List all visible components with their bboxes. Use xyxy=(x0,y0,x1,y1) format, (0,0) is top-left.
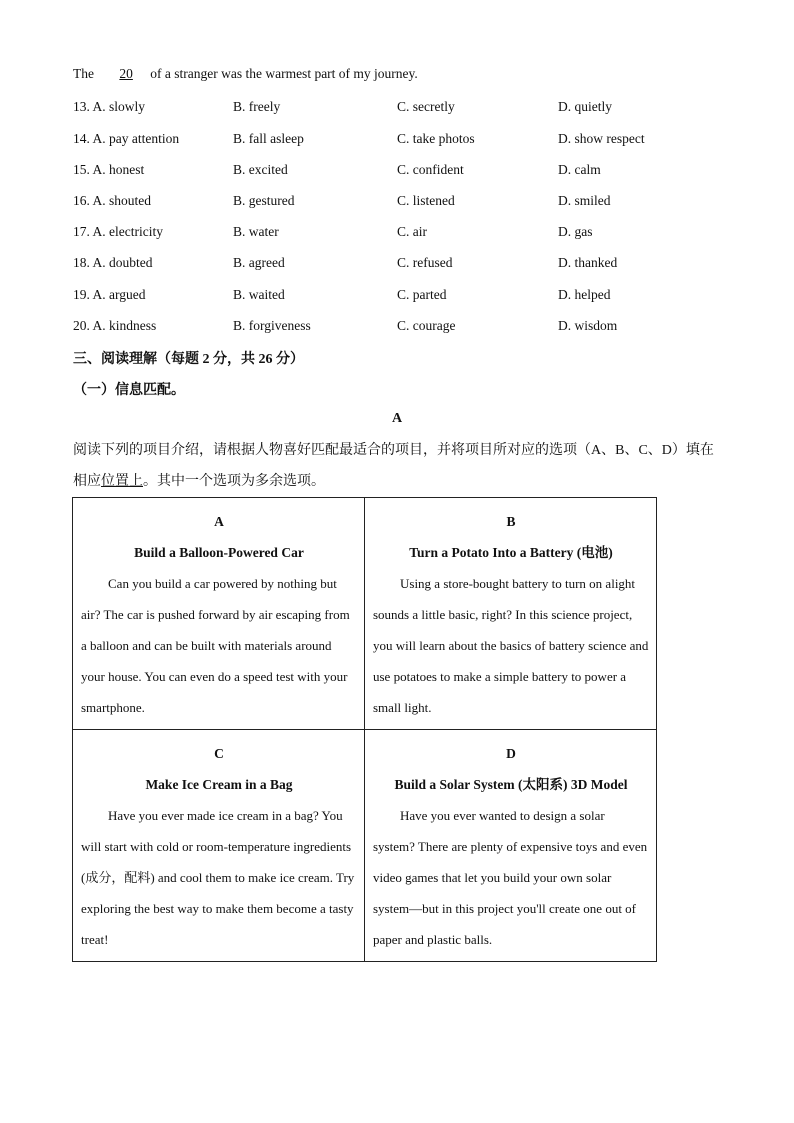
option-b: B. excited xyxy=(233,162,288,177)
option-a: 15. A. honest xyxy=(73,162,145,177)
option-b: B. water xyxy=(233,224,279,239)
option-c: C. take photos xyxy=(397,131,475,146)
card-body: Can you build a car powered by nothing but air? The car is pushed forward by air escaping from a balloon and can be built with materials around your house. You can even do a speed test with your smartphone. xyxy=(81,576,350,715)
question-row xyxy=(73,287,733,307)
option-d: D. thanked xyxy=(558,255,618,270)
option-a: 16. A. shouted xyxy=(73,193,152,208)
question-row xyxy=(73,193,733,213)
option-a: 18. A. doubted xyxy=(73,255,153,270)
project-card-c xyxy=(73,730,365,962)
instructions-text: 阅读下列的项目介绍，请根据人物喜好匹配最适合的项目，并将项目所对应的选项（A、B、C、D）填在相应 xyxy=(73,443,714,489)
question-row xyxy=(73,255,733,275)
card-letter: A xyxy=(214,514,224,529)
question-row xyxy=(73,318,733,338)
card-letter: B xyxy=(506,514,516,529)
card-title: Turn a Potato Into a Battery (电池) xyxy=(409,545,613,560)
card-body: Using a store-bought battery to turn on alight sounds a little basic, right? In this science project, you will learn about the basics of battery science and use potatoes to make a simple battery to power a small light. xyxy=(373,576,649,715)
option-b: B. agreed xyxy=(233,255,285,270)
option-d: D. helped xyxy=(558,287,611,302)
option-c: C. listened xyxy=(397,193,455,208)
option-c: C. refused xyxy=(397,255,453,270)
option-d: D. wisdom xyxy=(558,318,618,333)
question-row xyxy=(73,224,733,244)
sentence-suffix: of a stranger was the warmest part of my journey. xyxy=(150,66,418,81)
option-d: D. quietly xyxy=(558,99,612,114)
option-b: B. forgiveness xyxy=(233,318,311,333)
option-b: B. gestured xyxy=(233,193,295,208)
option-b: B. fall asleep xyxy=(233,131,304,146)
project-card-b xyxy=(365,498,657,730)
option-c: C. secretly xyxy=(397,99,455,114)
option-b: B. freely xyxy=(233,99,281,114)
option-c: C. parted xyxy=(397,287,447,302)
sentence-prefix: The xyxy=(73,66,94,81)
cloze-sentence xyxy=(73,66,418,82)
instructions xyxy=(73,435,723,497)
card-letter: D xyxy=(506,746,516,761)
card-body: Have you ever wanted to design a solar system? There are plenty of expensive toys and even video games that let you build your own solar system—but in this project you'll create one out of paper and plastic balls. xyxy=(373,808,648,947)
card-title: Make Ice Cream in a Bag xyxy=(145,777,293,792)
card-title: Build a Solar System (太阳系) 3D Model xyxy=(394,777,628,792)
option-c: C. air xyxy=(397,224,427,239)
question-row xyxy=(73,99,733,119)
option-d: D. show respect xyxy=(558,131,645,146)
option-a: 14. A. pay attention xyxy=(73,131,180,146)
option-c: C. courage xyxy=(397,318,456,333)
instructions-rest: 。其中一个选项为多余选项。 xyxy=(143,474,325,489)
option-a: 20. A. kindness xyxy=(73,318,157,333)
option-a: 13. A. slowly xyxy=(73,99,146,114)
blank-number: 20 xyxy=(119,66,133,81)
instructions-underlined: 位置上 xyxy=(101,474,143,489)
option-d: D. calm xyxy=(558,162,601,177)
option-d: D. smiled xyxy=(558,193,611,208)
project-table xyxy=(72,497,657,962)
option-c: C. confident xyxy=(397,162,464,177)
question-row xyxy=(73,131,733,151)
project-card-d xyxy=(365,730,657,962)
project-card-a xyxy=(73,498,365,730)
card-letter: C xyxy=(214,746,224,761)
option-a: 19. A. argued xyxy=(73,287,146,302)
option-a: 17. A. electricity xyxy=(73,224,163,239)
passage-letter: A xyxy=(391,411,403,426)
option-b: B. waited xyxy=(233,287,285,302)
section-heading: 三、阅读理解（每题 2 分，共 26 分） xyxy=(73,352,304,367)
card-body: Have you ever made ice cream in a bag? You will start with cold or room-temperature ingredients (成分，配料) and cool them to make ice cream. Try exploring the best way to make them become a tasty treat! xyxy=(81,808,355,947)
card-title: Build a Balloon-Powered Car xyxy=(134,545,304,560)
sub-heading: （一）信息匹配。 xyxy=(73,383,185,398)
option-d: D. gas xyxy=(558,224,593,239)
question-row xyxy=(73,162,733,182)
